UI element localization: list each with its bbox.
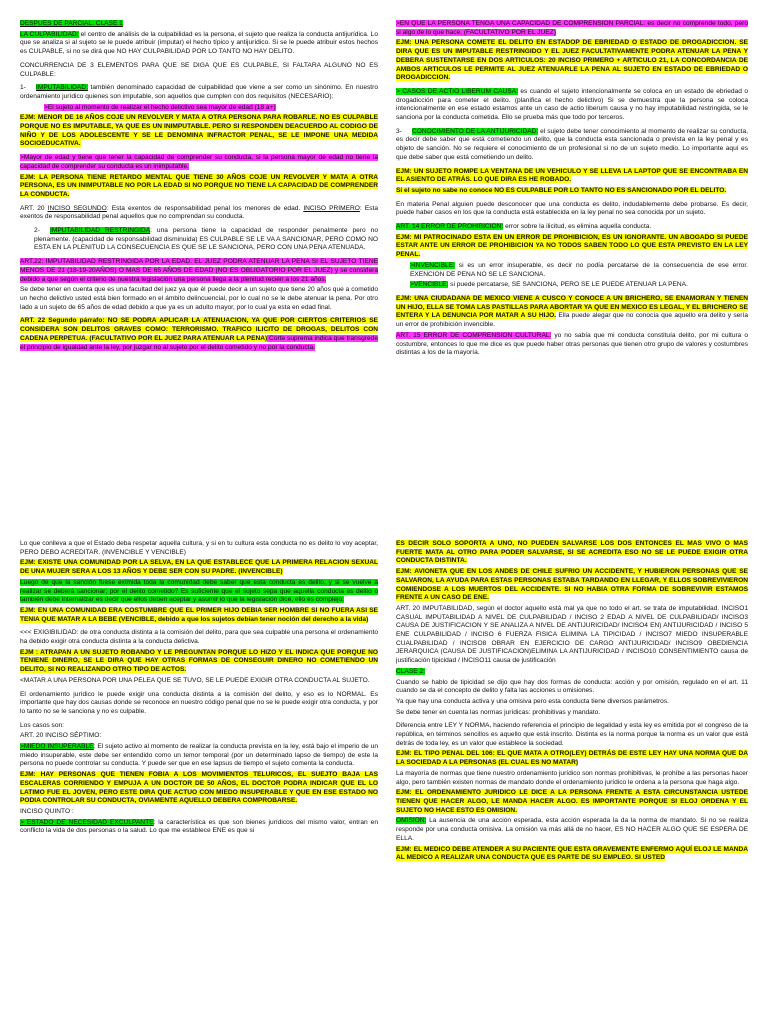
heading: DESPUES DE PARCIAL. CLASE 1: [20, 20, 123, 27]
quadrant-top-left: [20, 20, 378, 530]
list-item-antijuricidad: 3- CONOCIMIENTO DE LA ANTIJURICIDAD: el sujeto debe tener conocimiento al momento de realizar su conducta, es decir debe saber que está cometiendo un delito, que la conducta esta sancionada o prevista en la ley penal y es objeto de sanción. No se requiere el conocimiento de un profesional si no de un sujeto medio. Lo importante aquí es que debe saber que está cometiendo un delito.: [396, 127, 748, 161]
paragraph-actio-liberum: > CASOS DE ACTIO LIBERUM CAUSA: es cuando el sujeto intencionalmente se coloca en un estado de ebriedad o drogadicción para cometer el delito. (planifica el hecho delictivo) Si se demuestra que la persona se coloca intencionalmente en ese estado estamos ante un caso de actio liberum causa y no hay imputabilidad restringida, se le sanciona por la conducta cometida. Ello se prueba más que todo por terceros.: [396, 87, 748, 122]
paragraph-art15: ART. 15 ERROR DE COMPRENSION CULTURAL: yo no sabía que mi conducta constituía delito, por mi cultura o costumbre, entonces lo que me dice es que puede haber otras personas que tienen otro grupo de valores y costumbres distintas a los de la mayoría.: [396, 331, 748, 357]
paragraph-art22-segundo: ART. 22 Segundo párrafo: NO SE PODRA APLICAR LA ATENUACION, YA QUE POR CIERTOS CRITERIOS SE CONSIDERA SON DELITOS GRAVES COMO: TERRORISMO. TRAFICO ILICITO DE DROGAS, DELITOS CON CADENA PERPETUA. (FACULTATIVO POR EL JUEZ PARA ATENUAR LA PENA) Corte suprema indica que transgrede el principio de igualdad ante la ley, por juzgar no al sujeto por el delito cometido y no por la conducta.: [20, 317, 378, 351]
paragraph-invencible: >INVENCIBLE: si es un error insuperable, es decir no podía percatarse de la consecuencia de ese error. EXENCION DE PENA NO SE LE SANCIONA.: [410, 261, 748, 278]
quadrant-top-right: [396, 20, 748, 530]
example-medico: EJM: EL MEDICO DEBE ATENDER A SU PACIENTE QUE ESTA GRAVEMENTE ENFERMO AQUÍ ELOJ LE MANDA AL MEDICO A REALIZAR UNA CONDUCTA QUE ES PARTE DE SU EMPLEO. SI USTED: [396, 845, 748, 862]
paragraph-vencible: >VENCIBLE: si puede percatarse, SE SANCIONA, PERO SE LE PUEDE ATENUAR LA PENA.: [410, 281, 688, 289]
paragraph-exigibilidad: <<< EXIGIBILIDAD: de otra conducta distinta a la comisión del delito, para que sea culpable una persona el ordenamiento ha debido exigir otra conducta distinta a la conducta delictiva.: [20, 629, 378, 646]
paragraph-ordenamiento: El ordenamiento jurídico le puede exigir una conducta distinta a la comisión del delito, y eso es lo NORMAL. Es importante que hay dos causas donde se reconoce en nuestro código penal que no se le puede exigir otra conducta, y por lo tanto no se le sanciona y no es culpable.: [20, 690, 378, 715]
paragraph-art20-imputabilidad: ART. 20 IMPUTABILIDAD, según el doctor aquello está mal ya que no todo el art. se trata de imputabilidad. INCISO1 CASUAL IMPUTABILIDAD A NIVEL DE CULPABILIDAD / INCISO 2 EDAD A NIVEL DE CULPABILIDAD/ INCISO3 CAUSA DE JUSTIFICACION Y SE ANALIZA A NIVEL DE ANTIJURICIDAD/ INCISO4 EN) ANTIJURICIDAD / INCISO 5 ENE CULPABILIDAD / INCISO 6 FUERZA FISICA ELIMINA LA TIPICIDAD / INCISO7 MIEDO INSUPERABLE CUALPABILIDAD / INCISO8 OBRAR EN EJERCICIO DE CARGO ANTIJURICIDAD/ INCISO9 OBEDIENCIA JERARQUICA (CAUSA DE JUSTIFICACION)ELIMINA LA ANTIJURICIDAD / INCISO10 CONSENTIMIENTO causa de justificación tipicidad / INCISO11 causa de justificación: [396, 604, 748, 665]
list-item-imputabilidad-restringida: 2- IMPUTABILIDAD RESTRINGIDA: una persona tiene la capacidad de responder penalmente pero no plenamente. (capacidad de responsabilidad disminuida) ES CULPABLE SE LE VA A SANCIONAR, PERO COMO NO ESTA EN LA PLENITUD LA CONSECUENCIA ES QUE SE LE SANCIONA, PERO CON UNA PENA ATENUADA.: [34, 227, 378, 252]
paragraph-normas-prohibitivas: La mayoría de normas que tiene nuestro ordenamiento jurídico son normas prohibitivas, le prohíbe a las personas hacer algo, pero también existen normas de mandato donde el ordenamiento jurídico le ordena a la persona que haga algo.: [396, 769, 748, 786]
example-menor: EJM: MENOR DE 16 AÑOS COJE UN REVOLVER Y MATA A OTRA PERSONA PARA ROBARLE. NO ES CULPABLE PORQUE NO ES IMPUTABLE, YA QUE ES UN INIMPUTABLE. PERO SI RESPONDEN DEACUERDO AL CODIGO DE NIÑO Y DE LOS ADOLESCENTE Y SE LE DENOMINA INFRACTOR PENAL, SE LE IMPONE UNA MEDIDA SOCIOEDUCATIVA.: [20, 114, 378, 148]
term-culpabilidad: LA CULPABILIDAD:: [20, 30, 79, 38]
example-brichero: EJM: UNA CIUDADANA DE MEXICO VIENE A CUSCO Y CONOCE A UN BRICHERO, SE ENAMORAN Y TIENEN UN HIJO, ELLA SE TOMA LAS PASTILLAS PARA ABORTAR YA QUE EN MEXICO ES LEGAL, Y EL BRICHERO SE ENTERA Y LA DENUNCIA POR MATAR A SU HIJO. Ella puede alegar que no conocía que aquello era delito y sería un error de prohibición invencible.: [396, 294, 748, 329]
paragraph-art22: ART.22: IMPUTABILIDAD RESTRINGIDA POR LA EDAD. EL JUEZ PODRA ATENUAR LA PENA SI EL SUJETO TIENE MENOS DE 21 (18-19-20AÑOS) O MAS DE 65 AÑOS DE EDAD (NO ES OBLIGATORIO POR EL JUEZ) y se considera debido a que según el criterio de nuestra legislación una persona llega a la plenitud recién a los 21 años.: [20, 258, 378, 283]
example-ordenamiento: EJM: EL ORDENAMIENTO JURIDICO LE DICE A LA PERSONA FRENTE A ESTA CIRCUNSTANCIA USTEDE TIENEN QUE HACER ALGO, LE MANDA HACER ALGO. ES IMPORTANTE PORQUE SI ELOJ ORDENA Y EL SUJETO NO HACE ESTO ES OMISION.: [396, 789, 748, 814]
example-avioneta: EJM: AVIONETA QUE EN LOS ANDES DE CHILE SUFRIO UN ACCIDENTE, Y HUBIERON PERSONAS QUE SE SALVARON, LA AYUDA PARA ESTAS PERSONAS ESTABA TARDANDO EN LLEGAR, Y ELLOS SOBREVIVIERON COMIENDOSE A LOS MUERTOS DEL ACCIDENTE. SI NO HABIA OTRA FORMA DE SOBREVIVIR ESTAMOS FRENTE A UN CASO DE ENE.: [396, 568, 748, 602]
heading-clase-2: CLASE 2:: [396, 667, 425, 675]
paragraph-edad-facultad: Se debe tener en cuenta que es una facultad del juez ya que él puede decir a un sujeto que tiene 20 años que a cometido un hecho delictivo usted está bien formado en el ámbito delincuencial, por lo cual no se le debe atenuar la pena. Por otro lado a un sujeto de 65 años de edad debido a que ya es un adulto mayor, por lo cual ya esta en edad final.: [20, 286, 378, 311]
paragraph-estado-necesidad: > ESTADO DE NECESIDAD EXCULPANTE: la característica es que son bienes jurídicos del mismo valor, entran en conflicto la vida de dos personas o la salud. Lo que me establece ENE es que si: [20, 818, 378, 835]
paragraph-inciso-quinto: INCISO QUINTO :: [20, 807, 74, 815]
paragraph-culpabilidad: LA CULPABILIDAD: el centro de análisis de la culpabilidad es la persona, el sujeto que realiza la conducta antijurídica. Lo que se analiza si al sujeto se le puede atribuir (imputar) el hecho típico y antijurídico. Si se le puede atribuir estos hechos es CULPABLE, si no se dirá que NO HAY CULPABILIDAD POR LO TANTO NO HAY DELITO.: [20, 30, 378, 56]
example-laptop: EJM: UN SUJETO ROMPE LA VENTANA DE UN VEHICULO Y SE LLEVA LA LAPTOP QUE SE ENCONTRABA EN EL ASIENTO DE ATRÁS. LO QUE DIRA ES HE ROBADO.: [396, 167, 748, 184]
list-item-imputabilidad: 1- IMPUTABILIDAD: también denominado capacidad de culpabilidad que viene a ser como un sinónimo. En nuestro ordenamiento jurídico quienes son imputable, son aquellos que cumplen con dos requisitos (NECESARIO):: [20, 84, 378, 100]
paragraph-art20-septimo: ART. 20 INCISO SÉPTIMO:: [20, 732, 102, 740]
paragraph-solo-soporta: ES DECIR SOLO SOPORTA A UNO, NO PUEDEN SALVARSE LOS DOS ENTONCES EL MAS VIVO O MAS FUERTE MATA AL OTRO PARA PODER SALVARSE, SI SE ACREDITA ESO NO SE LE PUEDE EXIGIR OTRA CONDUCTA DISTINTA.: [396, 540, 748, 565]
example-patrocinado: EJM: MI PATROCINADO ESTA EN UN ERROR DE PROHIBICION, ES UN IGNORANTE. UN ABOGADO SI PUEDE ESTAR ANTE UN ERROR DE PROHIBICION YA NO TODOS SABEN TODO LO QUE ESTA PREVISTO EN LA LEY PENAL.: [396, 233, 748, 259]
paragraph-concurrencia: CONCURRENCIA DE 3 ELEMENTOS PARA QUE SE DIGA QUE ES CULPABLE, SI FALTARA ALGUNO NO ES CULPABLE:: [20, 61, 378, 78]
example-fobia: EJM: HAY PERSONAS QUE TIENEN FOBIA A LOS MOVIMIENTOS TELURICOS, EL SUEJTO BAJA LAS ESCALERAS CORRIENDO Y EMPUJA A UN DOCTOR DE 50 AÑOS, EL DOCTOR PODRA INDICAR QUE EL LO LATIMO FUE EL JOVEN, PERO ESTE DIRA QUE ACTUO CON MIEDO INSUPERABLE Y QUE EN ESE ESTADO NO PODIA CONTROLAR SU CONDUCTA, OVIAMENTE AQUELLO DEBERA COMPROBARSE.: [20, 771, 378, 805]
quadrant-bottom-left: [20, 540, 378, 1024]
paragraph-matar-pelea: <MATAR A UNA PERSONA POR UNA PELEA QUE SE TUVO, SE LE PUEDE EXIGIR OTRA CONDUCTA AL SUJETO.: [20, 676, 370, 684]
paragraph-miedo-insuperable: >MIEDO INSUPERABLE: El sujeto activo al momento de realizar la conducta prevista en la ley, está bajo el imperio de un miedo insuperable, este debe ser entendido como un temor temporal (por un determinado lapso de tiempo) de este la persona no puede controlar su conducta. Y puede ser que en ese lapsus de tiempo el sujeto comenta la conducta.: [20, 743, 378, 768]
paragraph-cultura: Lo que conlleva a que el Estado deba respetar aquella cultura, y si en tu cultura esta conducta no es delito lo voy aceptar, PERO DEBO ACREDITAR. (INVENCIBLE Y VENCIBLE): [20, 540, 378, 556]
paragraph-art14: ART. 14 ERROR DE PROHIBICION: error sobre la ilicitud, es elimina aquella conducta.: [396, 223, 652, 231]
paragraph-materia-penal: En materia Penal alguien puede desconocer que una conducta es delito, indudablemente debe probarse. Es decir, puede haber casos en los que la conducta está establecida en la ley penal no sea conocida por un sujeto.: [396, 200, 748, 217]
paragraph-ley-norma: Diferencia entre LEY Y NORMA, haciendo referencia el principio de legalidad y esta ley es emitida por el congreso de la república, en términos sencillos es aquello que está inscrito. Distinta es la norma porque la norma es un valor que está detrás de toda ley, es un valor que establece la sociedad.: [396, 722, 748, 747]
term-imputabilidad: IMPUTABILIDAD:: [36, 84, 88, 92]
example-tipo-106: EJM: EL TIPO PENAL DEL 106: EL QUE MATA A OTRO(LEY) DETRÁS DE ESTE LEY HAY UNA NORMA QUE DA LA SOCIEDAD A LA PERSONAS (EL CUAL ES NO MATAR): [396, 750, 748, 767]
example-retardo: EJM: LA PERSONA TIENE RETARDO MENTAL QUE TIENE 30 AÑOS COJE UN REVOLVER Y MATA A OTRA PERSONA, ES UN INIMPUTABLE NO POR LA EDAD SI NO PORQUE NO TIENE LA CAPACIDAD DE COMPRENDER LA CONDUCTA.: [20, 173, 378, 198]
paragraph-art20: ART. 20 INCISO SEGUNDO: Esta exentos de responsabilidad penal los menores de edad. INCISO PRIMERO: Esta exentos de responsabilidad penal aquellos que no comprendan su conducta.: [20, 204, 378, 221]
example-ebriedad: EJM: UNA PERSONA COMETE EL DELITO EN ESTADOP DE EBRIEDAD O ESTADO DE DROGADICCION. SE DIRA QUE ES UN IMPUTABLE RESTRINGIDO Y EL JUEZ FACULTATIVAMENTE PODRA ATENUAR LA PENA Y DEBERA SUSTENTARSE EN DOS ARTICULOS: 20 INCISO PRIMERO + ARTICULO 21, LA CONCORDANCIA DE AMBOS ARTICULOS LE PERMITE AL JUEZ ATENUARLE LA PENA AL SUJETO EN ESTADO DE EBRIEDAD O DROGADICCION.: [396, 39, 748, 82]
paragraph-normas-juridicas: Se debe tener en cuenta las normas jurídicas: prohibitivas y mandato.: [396, 708, 601, 716]
paragraph-no-sabe: Si el sujeto no sabe no conoce NO ES CULPABLE POR LO TANTO NO ES SANCIONADO POR EL DELITO.: [396, 186, 727, 194]
paragraph-tipicidad: Cuando se hablo de tipicidad se dijo que hay dos formas de conducta: acción y por omisión, regulado en el art. 11 cuando se da el concepto de delito y falta las acciones u omisiones.: [396, 678, 748, 695]
paragraph-mayor-edad: >Mayor de edad y tiene que tener la capacidad de comprender su conducta, si la persona mayor de edad no tiene la capacidad de comprender su conducta es un inimputable.: [20, 154, 378, 170]
paragraph-sancion-eximida: Luego de que la sanción fuese eximida toda la comunidad debe saber que esta conducta es delito, y si se vuelve a realizar se deberá sancionar; por el delito cometido? Es suficiente que el sujeto sepa que aquella conducta es delito o también debe internalizar es decir que ellos deben aceptar y asumir lo que la legislación dice, ello es complejo.: [20, 578, 378, 604]
sub-item-mayor-edad: >El sujeto al momento de realizar el hecho delictivo sea mayor de edad (18 a+): [44, 103, 276, 111]
quadrant-bottom-right: [396, 540, 748, 1024]
paragraph-conducta-activa: Ya que hay una conducta activa y una omisiva pero esta conducta tiene diversos parámetros.: [396, 697, 669, 705]
example-atrapan: EJM : ATRAPAN A UN SUJETO ROBANDO Y LE PREGUNTAN PORQUE LO HIZO Y EL INDICA QUE PORQUE NO TENIENE DINERO, SE LE DIRA QUE HAY OTRAS FORMAS DE CONSEGUIR DINERO NO COMETIENDO UN DELITO, SI NO REALIZANDO OTRO TIPO DE ACTOS.: [20, 648, 378, 674]
paragraph-omision: OMISION: La ausencia de una acción esperada, esta acción esperada la da la norma de mandato. Si no se realiza responde por una conducta omisiva. La omisión va más allá de no hacer, ES NO HACER ALGO QUE SE ESPERA DE ELLA.: [396, 817, 748, 842]
paragraph-casos: Los casos son:: [20, 721, 64, 729]
paragraph-comprension-parcial: >EN QUE LA PERSONA TENGA UNA CAPACIDAD DE COMPRENSIÓN PARCIAL: es decir no comprende todo, pero si algo de lo que hace. (FACULTATIVO POR EL JUEZ): [396, 20, 748, 36]
example-selva: EJM: EXISTE UNA COMUNIDAD POR LA SELVA, EN LA QUE ESTABLECE QUE LA PRIMERA RELACION SEXUAL DE UNA MUJER SERA A LOS 13 AÑOS Y DEBE SER CON SU PADRE. (INVENCIBLE): [20, 559, 378, 576]
example-bebe: EJM: EN UNA COMUNIDAD ERA COSTUMBRE QUE EL PRIMER HIJO DEBIA SER HOMBRE SI NO FUERA ASI SE TENIA QUE MATAR A LA BEBE (VENCIBLE, debido a que los sujetos debían tener noción del derecho a la vida): [20, 606, 378, 623]
